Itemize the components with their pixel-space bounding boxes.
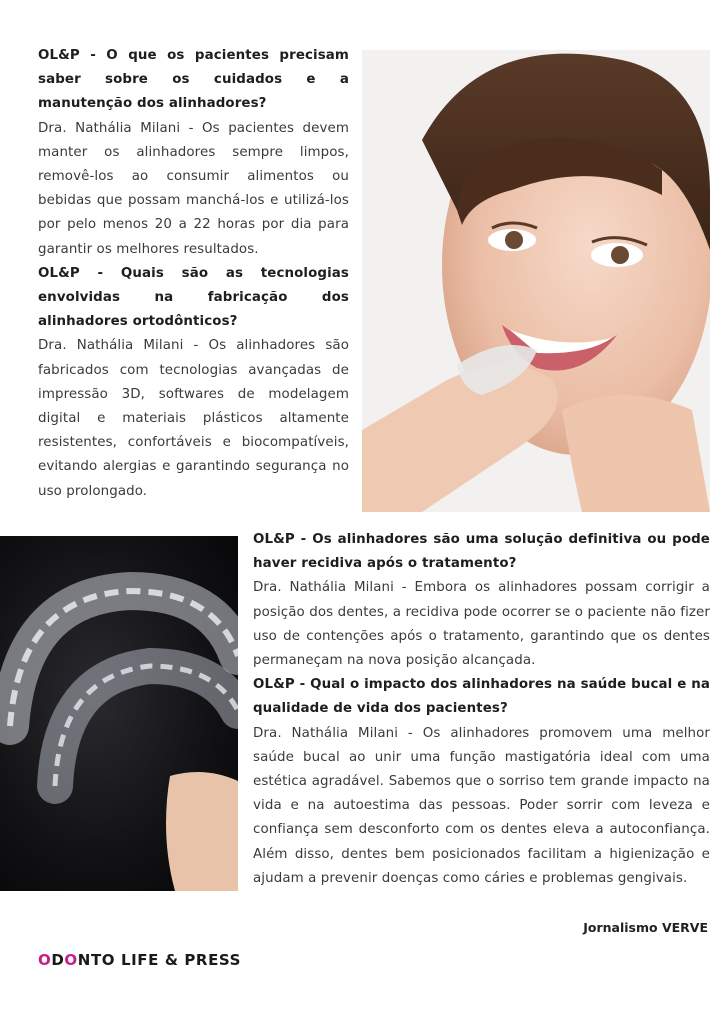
question-technologies: OL&P - Quais são as tecnologias envolvidas na fabricação dos alinhadores ortodônticos? xyxy=(38,265,349,330)
answer-technologies: Dra. Nathália Milani - Os alinhadores são fabricados com tecnologias avançadas de impressão 3D, softwares de modelagem digital e materiais plásticos altamente resistentes, confortáveis e biocompatíveis, evitando alergias e garantindo segurança no uso prolongado. xyxy=(38,338,349,499)
answer-care-maintenance: Dra. Nathália Milani - Os pacientes devem manter os alinhadores sempre limpos, removê-los ao consumir alimentos ou bebidas que possam manchá-los e utilizá-los por pelo menos 20 a 22 horas por dia para garantir os melhores resultados. xyxy=(38,120,349,257)
logo-letter: N xyxy=(77,951,91,969)
question-care-maintenance: OL&P - O que os pacientes precisam saber sobre os cuidados e a manutenção dos alinhadores? xyxy=(38,48,349,112)
answer-oral-health-impact: Dra. Nathália Milani - Os alinhadores promovem uma melhor saúde bucal ao unir uma função mastigatória ideal com uma estética agradável. Sabemos que o sorriso tem grande impacto na vida e na autoestima das pessoas. Poder sorrir com leveza e confiança sem desconforto com os dentes eleva a autoconfiança. Além disso, dentes bem posicionados facilitam a higienização e ajudam a prevenir doenças como cáries e problemas gengivais. xyxy=(253,725,710,886)
logo-letter: O xyxy=(101,951,116,969)
aligners-illustration xyxy=(0,536,238,891)
clear-aligners-photo xyxy=(0,536,238,891)
question-oral-health-impact: OL&P - Qual o impacto dos alinhadores na saúde bucal e na qualidade de vida dos pacientes? xyxy=(253,677,710,717)
logo-letter: T xyxy=(90,951,102,969)
woman-holding-aligner-photo xyxy=(362,50,710,512)
logo-letter: O xyxy=(64,951,78,969)
logo-letter: O xyxy=(38,951,52,969)
left-text-column xyxy=(38,44,349,504)
question-relapse: OL&P - Os alinhadores são uma solução definitiva ou pode haver recidiva após o tratamento? xyxy=(253,532,710,572)
woman-illustration xyxy=(362,50,710,512)
right-text-column xyxy=(253,528,710,891)
logo-letter: D xyxy=(51,951,65,969)
logo-tagline: LIFE & PRESS xyxy=(115,951,242,969)
signature: Jornalismo VERVE xyxy=(583,920,708,935)
answer-relapse: Dra. Nathália Milani - Embora os alinhadores possam corrigir a posição dos dentes, a recidiva pode ocorrer se o paciente não fizer uso de contenções após o tratamento, garantindo que os dentes permaneçam na nova posição alcançada. xyxy=(253,580,710,669)
footer-logo xyxy=(38,951,241,969)
